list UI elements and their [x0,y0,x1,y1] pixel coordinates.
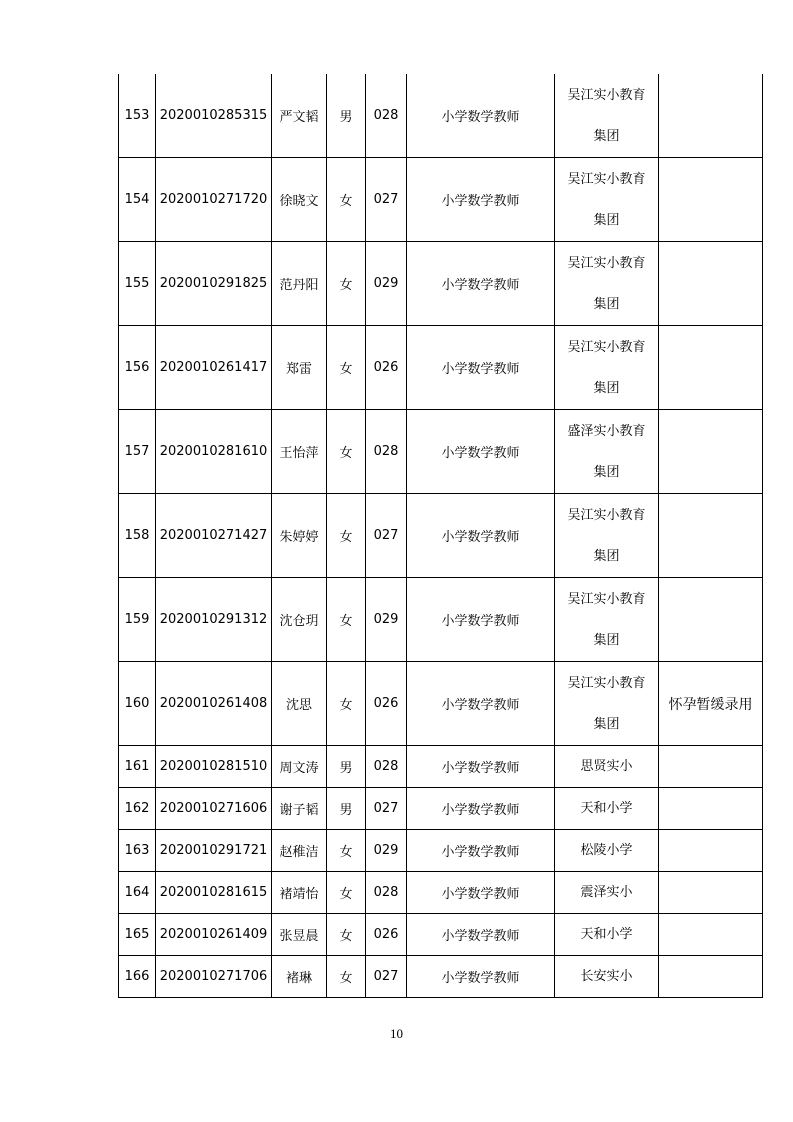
gender-cell: 女 [327,158,366,242]
school-line: 吴江实小教育 [567,171,646,187]
school-cell [555,956,659,998]
row-number-cell: 158 [119,494,156,578]
table-row [119,242,763,326]
table-row [119,746,763,788]
position-cell: 小学数学教师 [407,158,555,242]
school-line: 集团 [593,296,620,312]
name-cell: 褚靖怡 [272,872,327,914]
school-line: 吴江实小教育 [567,255,646,271]
school-line: 集团 [593,128,620,144]
school-cell [555,158,659,242]
row-number-cell: 161 [119,746,156,788]
name-cell: 周文涛 [272,746,327,788]
school-line: 吴江实小教育 [567,339,646,355]
school-line: 盛泽实小教育 [567,423,646,439]
gender-cell: 女 [327,494,366,578]
note-cell [659,326,763,410]
gender-cell: 女 [327,872,366,914]
position-code-cell: 029 [366,830,407,872]
note-cell [659,74,763,158]
position-cell: 小学数学教师 [407,914,555,956]
note-cell [659,788,763,830]
school-cell [555,914,659,956]
name-cell: 徐晓文 [272,158,327,242]
name-cell: 谢子韬 [272,788,327,830]
candidate-id-cell: 2020010281615 [156,872,272,914]
gender-cell: 男 [327,746,366,788]
school-cell [555,662,659,746]
position-code-cell: 028 [366,410,407,494]
candidate-id-cell: 2020010271427 [156,494,272,578]
candidate-id-cell: 2020010271720 [156,158,272,242]
candidate-id-cell: 2020010281510 [156,746,272,788]
school-line: 松陵小学 [580,843,633,858]
name-cell: 范丹阳 [272,242,327,326]
position-cell: 小学数学教师 [407,410,555,494]
name-cell: 褚琳 [272,956,327,998]
note-cell [659,830,763,872]
note-cell [659,158,763,242]
gender-cell: 男 [327,788,366,830]
school-line: 长安实小 [580,969,633,984]
table-row [119,830,763,872]
school-cell [555,578,659,662]
position-code-cell: 028 [366,872,407,914]
school-cell [555,494,659,578]
note-cell [659,746,763,788]
candidate-id-cell: 2020010291312 [156,578,272,662]
school-line: 集团 [593,464,620,480]
school-line: 集团 [593,632,620,648]
name-cell: 王怡萍 [272,410,327,494]
school-line: 吴江实小教育 [567,675,646,691]
row-number-cell: 162 [119,788,156,830]
school-line: 天和小学 [580,801,633,816]
row-number-cell: 159 [119,578,156,662]
position-code-cell: 026 [366,326,407,410]
table-row [119,872,763,914]
name-cell: 赵稚洁 [272,830,327,872]
candidate-id-cell: 2020010271706 [156,956,272,998]
position-code-cell: 026 [366,662,407,746]
name-cell: 严文韬 [272,74,327,158]
candidate-id-cell: 2020010261409 [156,914,272,956]
row-number-cell: 163 [119,830,156,872]
table-row [119,788,763,830]
school-cell [555,326,659,410]
school-line: 集团 [593,548,620,564]
position-code-cell: 027 [366,158,407,242]
school-cell [555,872,659,914]
position-code-cell: 028 [366,74,407,158]
candidate-id-cell: 2020010285315 [156,74,272,158]
position-cell: 小学数学教师 [407,956,555,998]
row-number-cell: 165 [119,914,156,956]
position-cell: 小学数学教师 [407,326,555,410]
candidate-id-cell: 2020010261417 [156,326,272,410]
school-line: 震泽实小 [580,885,633,900]
gender-cell: 女 [327,830,366,872]
school-line: 天和小学 [580,927,633,942]
school-cell [555,410,659,494]
note-cell [659,914,763,956]
table-row [119,914,763,956]
position-cell: 小学数学教师 [407,746,555,788]
school-cell [555,788,659,830]
position-code-cell: 029 [366,578,407,662]
note-cell [659,872,763,914]
position-code-cell: 029 [366,242,407,326]
school-cell [555,74,659,158]
position-code-cell: 027 [366,788,407,830]
position-cell: 小学数学教师 [407,788,555,830]
position-cell: 小学数学教师 [407,74,555,158]
row-number-cell: 160 [119,662,156,746]
table-row [119,74,763,158]
position-cell: 小学数学教师 [407,830,555,872]
school-line: 吴江实小教育 [567,591,646,607]
position-cell: 小学数学教师 [407,242,555,326]
table-row [119,662,763,746]
candidate-id-cell: 2020010281610 [156,410,272,494]
gender-cell: 女 [327,242,366,326]
gender-cell: 女 [327,914,366,956]
table-row [119,494,763,578]
candidate-id-cell: 2020010271606 [156,788,272,830]
school-cell [555,242,659,326]
row-number-cell: 166 [119,956,156,998]
name-cell: 郑雷 [272,326,327,410]
school-line: 集团 [593,212,620,228]
name-cell: 朱婷婷 [272,494,327,578]
note-cell [659,578,763,662]
school-cell [555,746,659,788]
gender-cell: 女 [327,662,366,746]
row-number-cell: 153 [119,74,156,158]
note-cell [659,242,763,326]
note-cell [659,494,763,578]
position-code-cell: 028 [366,746,407,788]
candidate-id-cell: 2020010261408 [156,662,272,746]
gender-cell: 男 [327,74,366,158]
note-cell: 怀孕暂缓录用 [659,662,763,746]
gender-cell: 女 [327,410,366,494]
school-line: 集团 [593,380,620,396]
gender-cell: 女 [327,326,366,410]
name-cell: 张昱晨 [272,914,327,956]
row-number-cell: 155 [119,242,156,326]
position-code-cell: 027 [366,956,407,998]
school-line: 吴江实小教育 [567,87,646,103]
candidate-id-cell: 2020010291721 [156,830,272,872]
position-cell: 小学数学教师 [407,578,555,662]
table-row [119,326,763,410]
school-cell [555,830,659,872]
table-body [119,74,763,998]
position-cell: 小学数学教师 [407,662,555,746]
note-cell [659,410,763,494]
gender-cell: 女 [327,578,366,662]
table-row [119,410,763,494]
candidate-id-cell: 2020010291825 [156,242,272,326]
name-cell: 沈思 [272,662,327,746]
position-code-cell: 027 [366,494,407,578]
name-cell: 沈仓玥 [272,578,327,662]
table-row [119,578,763,662]
candidate-table [118,74,763,998]
row-number-cell: 154 [119,158,156,242]
row-number-cell: 156 [119,326,156,410]
position-code-cell: 026 [366,914,407,956]
position-cell: 小学数学教师 [407,494,555,578]
page-number: 10 [390,1026,403,1041]
note-cell [659,956,763,998]
row-number-cell: 157 [119,410,156,494]
position-cell: 小学数学教师 [407,872,555,914]
table-row [119,158,763,242]
school-line: 吴江实小教育 [567,507,646,523]
school-line: 集团 [593,716,620,732]
gender-cell: 女 [327,956,366,998]
table-row [119,956,763,998]
school-line: 思贤实小 [580,759,633,774]
row-number-cell: 164 [119,872,156,914]
